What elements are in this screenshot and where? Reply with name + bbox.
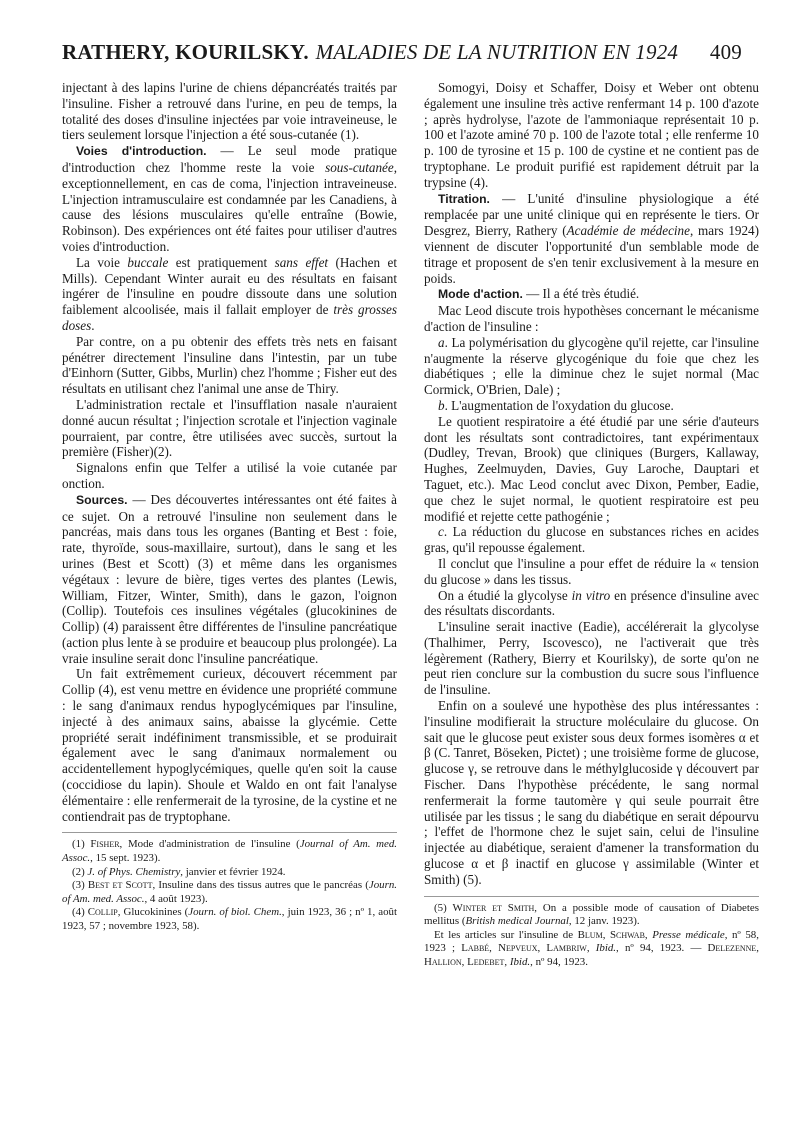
footnotes-right xyxy=(424,902,759,970)
footnote-2: (2) J. of Phys. Chemistry, janvier et février 1924. xyxy=(72,865,286,878)
paragraph: Signalons enfin que Telfer a utilisé la voie cutanée par onction. xyxy=(62,460,397,491)
footnote-3: (3) Best et Scott, Insuline dans des tissus autres que le pancréas (Journ. of Am. med. Assoc., 4 août 1923). xyxy=(62,879,398,905)
right-column xyxy=(424,80,759,970)
footnote-1: (1) Fisher, Mode d'administration de l'insuline (Journal of Am. med. Assoc., 15 sept. 1923). xyxy=(62,838,398,865)
section-heading-titration: Titration. xyxy=(438,191,490,206)
paragraph: L'administration rectale et l'insufflation nasale n'auraient donné aucun résultat ; l'injection scrotale et l'injection vaginale pourraient, par contre, être utilisées avec succès, surtout la première (Fisher)(2). xyxy=(62,396,397,460)
hypothesis-a: a. La polymérisation du glycogène qu'il rejette, car l'insuline n'augmente la réserve glycogénique du foie que chez les diabétiques ; elle la diminue chez le sujet normal (Mac Cormick, O'Brien, Dale) ; xyxy=(424,334,759,398)
paragraph: Il conclut que l'insuline a pour effet de réduire la « tension du glucose » dans les tissus. xyxy=(424,555,759,587)
section-heading-sources: Sources. xyxy=(76,492,128,507)
hypothesis-c: c. La réduction du glucose en substances riches en acides gras, qu'il repousse également. xyxy=(424,524,759,556)
paragraph-sources: Sources. — Des découvertes intéressantes ont été faites à ce sujet. On a retrouvé l'insuline non seulement dans le pancréas, mais dans tous les organes (Banting et Best : foie, rate, thyroïde, sous-maxillaire, surtout), dans le sang et les urines (Best et Scott) (3) et même dans les organismes végétaux : levure de bière, tiges vertes des plantes (Lewis, William, Fitzer, Winter, Smith), dans le gazon, l'oignon (Collip). Toutefois ces insulines végétales (glucokinines de Collip) (4) paraissent être différentes de l'insuline pancréatique (action plus lente à se produire et beaucoup plus prolongée). La vraie insuline serait donc l'insuline pancréatique. xyxy=(62,491,397,666)
paragraph-glycolyse: On a étudié la glycolyse in vitro en présence d'insuline avec des résultats discordants. xyxy=(424,587,759,619)
paragraph: injectant à des lapins l'urine de chiens dépancréatés traités par l'insuline. Fisher a retrouvé dans l'urine, en peu de temps, la totalité des doses d'insuline injectées par voie intraveineuse, le tiers seulement lorsque l'injection a été sous-cutanée (1). xyxy=(62,80,397,143)
section-heading-voies: Voies d'introduction. xyxy=(76,144,207,159)
paragraph-mode: Mode d'action. — Il a été très étudié. xyxy=(438,286,640,302)
footnote-articles: Et les articles sur l'insuline de Blum, Schwab, Presse médicale, nº 58, 1923 ; Labbé, Nepveux, Lambriw, Ibid., nº 94, 1923. — Delezenne, Hallion, Ledebet, Ibid., nº 94, 1923. xyxy=(424,928,759,969)
page-number: 409 xyxy=(709,40,742,64)
paragraph-titration: Titration. — L'unité d'insuline physiologique a été remplacée par une unité clinique qui en représente le tiers. Or Desgrez, Bierry, Rathery (Académie de médecine, mars 1924) viennent de discuter l'opportunité d'un semblable mode de titrage et proposent de s'en tenir exclusivement à la mesure en poids. xyxy=(424,190,759,286)
paragraph: Le quotient respiratoire a été étudié par une série d'auteurs dont les résultats sont contradictoires, tant expérimentaux (Dudley, Trevan, Brook) que cliniques (Burgers, Kallaway, Hughes, Zeelmuyden, Davies, Guy Laroche, Dauptari et Taguet, etc.). Mac Leod conclut avec Dixon, Pember, Eadie, que chez le sujet normal, le quotient respiratoire est peu modifié et rejette cette pathogénie ; xyxy=(424,413,759,524)
footnote-divider xyxy=(424,896,759,897)
footnote-5: (5) Winter et Smith, On a possible mode of causation of Diabetes mellitus (British medical Journal, 12 janv. 1923). xyxy=(424,901,759,928)
paragraph: Par contre, on a pu obtenir des effets très nets en faisant pénétrer directement l'insuline dans l'intestin, par un tube d'Einhorn (Sutter, Gibbs, Murlin) chez l'homme ; Fisher eut des résultats en utilisant chez l'animal une anse de Thiry. xyxy=(62,333,397,397)
paragraph: Un fait extrêmement curieux, découvert récemment par Collip (4), est venu mettre en évidence une propriété commune : le sang d'animaux rendus hypoglycémiques par l'insuline, injecté à des animaux sains, abaisse la glycémie. Cette propriété serait indéfiniment transmissible, et se produirait également avec le sang d'animaux normalement ou accidentellement hypoglycémiques, quelle qu'en soit la cause (coccidiose du lapin). Shoule et Waldo en ont fait l'analyse élémentaire : elle renfermerait de la tyrosine, de la cystine et ne contiendrait pas de tryptophane. xyxy=(62,666,397,824)
paragraph: Mac Leod discute trois hypothèses concernant le mécanisme d'action de l'insuline : xyxy=(424,303,759,334)
footnotes-left xyxy=(62,838,397,933)
running-header xyxy=(62,40,742,76)
paragraph: Somogyi, Doisy et Schaffer, Doisy et Weber ont obtenu également une insuline très active renfermant 14 p. 100 d'azote ; après hydrolyse, l'azote de l'ammoniaque représentait 10 p. 100 et l'azote aminé 70 p. 100 de l'azote total ; elle renferme 10 p. 100 de tyrosine et 15 p. 100 de cystine et ne contient pas de tryptophane. Le produit purifié est rapidement détruit par la trypsine (4). xyxy=(424,80,759,190)
paragraph: Enfin on a soulevé une hypothèse des plus intéressantes : l'insuline modifierait la structure moléculaire du glucose. On sait que le glucose peut exister sous deux formes isomères α et β (C. Tanret, Böseken, Pictet) ; une troisième forme de glucose, glucose γ, se retrouve dans le méthylglucoside γ découvert par Fischer. Dans l'hypothèse précédente, le sang normal renfermerait la forme tautomère γ qui seule pourrait être utilisée par les tissus ; le sang du diabétique en serait dépourvu ; l'effet de l'hormone chez le sujet sain, celui de l'insuline injectée au diabétique, seraient d'amener la transformation du glucose α et β inactif en glucose γ assimilable (Winter et Smith) (5). xyxy=(424,698,759,887)
left-column xyxy=(62,80,397,934)
paragraph-buccale: La voie buccale est pratiquement sans effet (Hachen et Mills). Cependant Winter aurait eu des résultats en faisant ingérer de l'insuline en poudre dissoute dans une solution faiblement alcoolisée, mais il fallait employer de très grosses doses. xyxy=(62,254,397,333)
section-heading-mode: Mode d'action. xyxy=(438,287,523,302)
footnote-4: (4) Collip, Glucokinines (Journ. of biol. Chem., juin 1923, 36 ; nº 1, août 1923, 57 ; novembre 1923, 58). xyxy=(62,906,397,933)
hypothesis-b: b. L'augmentation de l'oxydation du glucose. xyxy=(438,397,674,413)
header-authors: RATHERY, KOURILSKY. xyxy=(62,40,309,64)
footnote-divider xyxy=(62,832,397,833)
paragraph: L'insuline serait inactive (Eadie), accélérerait la glycolyse (Thalhimer, Perry, Iscovesco), ne l'activerait que très légèrement (Rathery, Bierry et Kourilsky), de sorte qu'on ne peut rien conclure sur la combustion du sucre sous l'influence de l'insuline. xyxy=(424,619,759,698)
paragraph-voies: Voies d'introduction. — Le seul mode pratique d'introduction chez l'homme reste la voie sous-cutanée, exceptionnellement, en cas de coma, l'injection intraveineuse. L'injection intramusculaire est condamnée par les Canadiens, à cause des lésions musculaires qu'elle entraîne (Bowie, Robinson). Des expériences ont été faites pour utiliser d'autres voies d'introduction. xyxy=(62,143,397,254)
header-title: MALADIES DE LA NUTRITION EN 1924 xyxy=(315,40,679,64)
